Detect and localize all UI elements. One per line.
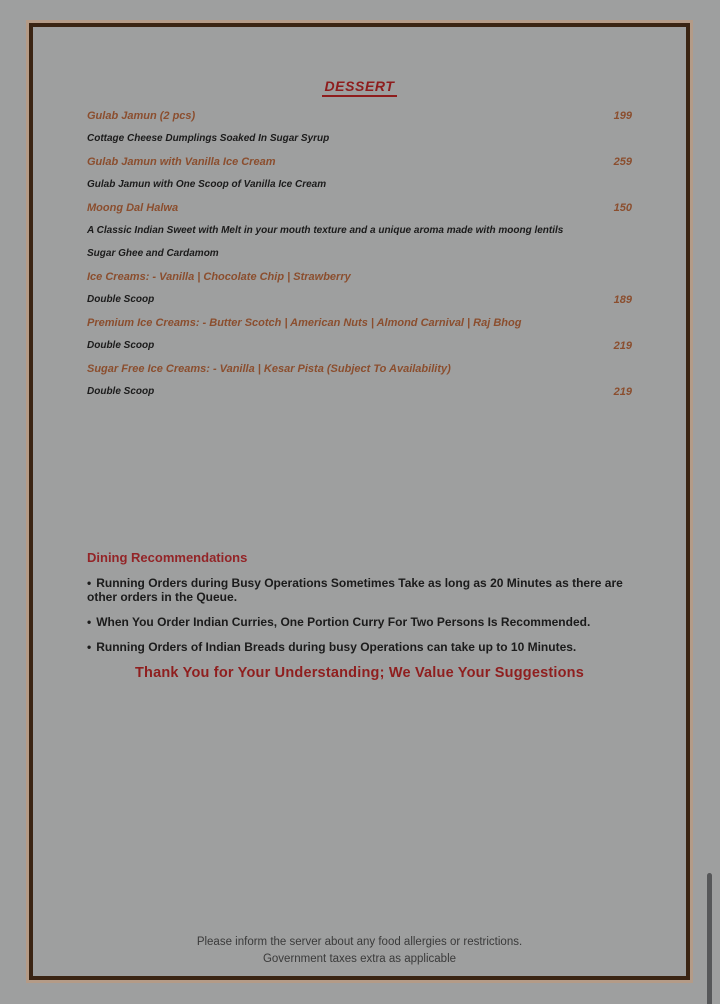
- menu-item-row: [87, 357, 632, 380]
- item-description: Sugar Ghee and Cardamom: [87, 248, 219, 259]
- footer-allergy-note: Please inform the server about any food allergies or restrictions.: [196, 936, 523, 948]
- menu-desc-row: [87, 127, 632, 150]
- dining-bullet: [87, 576, 632, 604]
- menu-desc-row: [87, 219, 632, 242]
- item-name: Gulab Jamun (2 pcs): [87, 109, 196, 122]
- item-price: 189: [613, 293, 632, 306]
- thanks-message: Thank You for Your Understanding; We Value Your Suggestions: [134, 665, 584, 681]
- item-name: Premium Ice Creams: - Butter Scotch | American Nuts | Almond Carnival | Raj Bhog: [87, 316, 522, 329]
- menu-rows: [87, 104, 632, 403]
- item-price: 199: [613, 109, 632, 122]
- footer-tax-note: Government taxes extra as applicable: [262, 953, 457, 965]
- menu-item-row: [87, 150, 632, 173]
- menu-desc-row: [87, 288, 632, 311]
- dining-bullet: [87, 615, 632, 629]
- page-footer: [33, 934, 686, 968]
- item-name: Moong Dal Halwa: [87, 201, 179, 214]
- item-price: 219: [613, 339, 632, 352]
- item-name: Ice Creams: - Vanilla | Chocolate Chip | Strawberry: [87, 270, 351, 283]
- item-price: 150: [613, 201, 632, 214]
- bullet-icon: •: [87, 576, 92, 590]
- menu-desc-row: [87, 173, 632, 196]
- bullet-icon: •: [87, 640, 92, 654]
- item-description: Double Scoop: [87, 294, 155, 305]
- dining-bullet-text: When You Order Indian Curries, One Portion Curry For Two Persons Is Recommended.: [96, 615, 591, 629]
- item-description: Gulab Jamun with One Scoop of Vanilla Ice Cream: [87, 179, 327, 190]
- menu-item-row: [87, 196, 632, 219]
- scrollbar-thumb[interactable]: [707, 873, 712, 1004]
- menu-item-row: [87, 311, 632, 334]
- menu-page-frame: [29, 23, 690, 980]
- dining-heading: Dining Recommendations: [87, 550, 248, 565]
- menu-item-row: [87, 265, 632, 288]
- item-description: A Classic Indian Sweet with Melt in your mouth texture and a unique aroma made with moong lentils: [87, 225, 564, 236]
- item-description: Cottage Cheese Dumplings Soaked In Sugar Syrup: [87, 133, 330, 144]
- item-description: Double Scoop: [87, 386, 155, 397]
- menu-item-row: [87, 104, 632, 127]
- item-price: 259: [613, 155, 632, 168]
- dining-recommendations-section: [87, 550, 632, 681]
- menu-desc-row: [87, 380, 632, 403]
- dining-bullet: [87, 640, 632, 654]
- menu-desc-row: [87, 242, 632, 265]
- item-description: Double Scoop: [87, 340, 155, 351]
- page-title: DESSERT: [322, 78, 396, 97]
- menu-desc-row: [87, 334, 632, 357]
- bullet-icon: •: [87, 615, 92, 629]
- dining-bullet-text: Running Orders of Indian Breads during busy Operations can take up to 10 Minutes.: [96, 640, 577, 654]
- item-name: Gulab Jamun with Vanilla Ice Cream: [87, 155, 276, 168]
- item-price: 219: [613, 385, 632, 398]
- item-name: Sugar Free Ice Creams: - Vanilla | Kesar Pista (Subject To Availability): [87, 362, 451, 375]
- menu-title-wrap: [87, 78, 632, 96]
- dining-bullet-text: Running Orders during Busy Operations Sometimes Take as long as 20 Minutes as there are other orders in the Queue.: [87, 576, 623, 604]
